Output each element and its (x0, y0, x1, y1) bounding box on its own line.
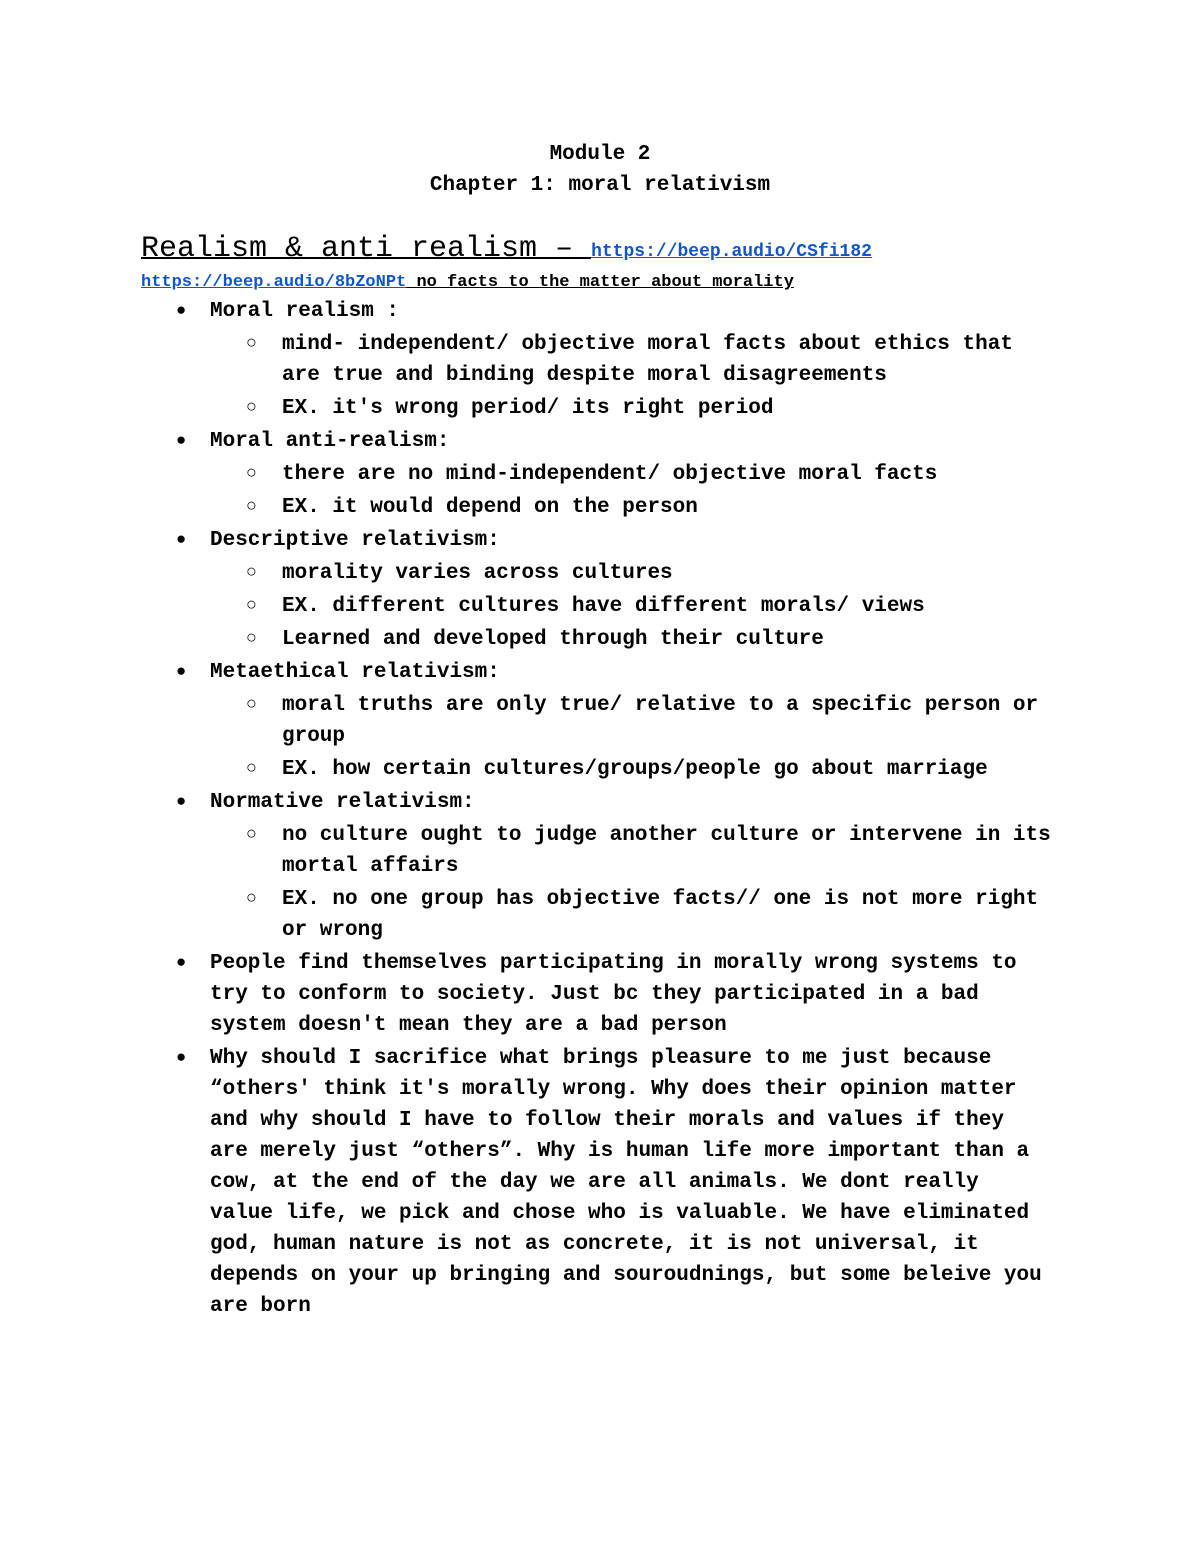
list-item (0, 787, 1200, 818)
hollow-circle-icon: ○ (246, 759, 257, 779)
sub-list-item-text: EX. different cultures have different morals/ views (282, 595, 925, 618)
list-item (0, 1043, 1200, 1322)
hollow-circle-icon: ○ (246, 464, 257, 484)
sub-list-item (0, 329, 1200, 391)
sub-list-item-text: Learned and developed through their culture (282, 628, 824, 651)
hollow-circle-icon: ○ (246, 695, 257, 715)
link-note: no facts to the matter about morality (406, 273, 794, 292)
bullet-dot-icon: ● (176, 954, 187, 973)
sub-list-item (0, 884, 1200, 946)
sub-list-item-text: moral truths are only true/ relative to a specific person or group (282, 694, 1039, 748)
sub-list-item-text: EX. it's wrong period/ its right period (282, 397, 774, 420)
hollow-circle-icon: ○ (246, 889, 257, 909)
bullet-dot-icon: ● (176, 1049, 187, 1068)
sub-list-item-text: EX. it would depend on the person (282, 496, 698, 519)
bullet-dot-icon: ● (176, 432, 187, 451)
sub-list-item (0, 624, 1200, 655)
sub-list-item-text: morality varies across cultures (282, 562, 673, 585)
bullet-dot-icon: ● (176, 531, 187, 550)
hollow-circle-icon: ○ (246, 596, 257, 616)
sub-list-item (0, 690, 1200, 752)
sub-list-item-text: EX. how certain cultures/groups/people go about marriage (282, 758, 988, 781)
sub-list-item (0, 393, 1200, 424)
notes-list (0, 296, 1200, 1324)
list-item (0, 426, 1200, 457)
section-heading (141, 232, 872, 266)
bullet-dot-icon: ● (176, 793, 187, 812)
sub-list-item (0, 591, 1200, 622)
sub-list-item (0, 459, 1200, 490)
list-item (0, 296, 1200, 327)
list-item (0, 657, 1200, 688)
bullet-dot-icon: ● (176, 663, 187, 682)
list-item-text: Metaethical relativism: (210, 661, 500, 684)
sub-list-item (0, 820, 1200, 882)
heading-audio-link[interactable]: https://beep.audio/CSfi182 (591, 242, 872, 262)
bullet-dot-icon: ● (176, 302, 187, 321)
module-title: Module 2 (549, 143, 651, 166)
hollow-circle-icon: ○ (246, 334, 257, 354)
list-item (0, 525, 1200, 556)
section-heading-text: Realism & anti realism – (141, 232, 592, 266)
list-item-text: Moral anti-realism: (210, 430, 450, 453)
audio-link-line (141, 271, 794, 295)
sub-list-item-text: no culture ought to judge another culture or intervene in its mortal affairs (282, 824, 1051, 878)
secondary-audio-link[interactable]: https://beep.audio/8bZoNPt (141, 273, 407, 292)
hollow-circle-icon: ○ (246, 825, 257, 845)
hollow-circle-icon: ○ (246, 563, 257, 583)
list-item (0, 948, 1200, 1041)
sub-list-item (0, 558, 1200, 589)
sub-list-item-text: mind- independent/ objective moral facts about ethics that are true and binding despite moral disagreements (282, 333, 1013, 387)
list-item-text: Why should I sacrifice what brings pleasure to me just because “others' think it's morally wrong. Why does their opinion matter and why should I have to follow their morals and values if they are merely just “others”. Why is human life more important than a cow, at the end of the day we are all animals. We dont really value life, we pick and chose who is valuable. We have eliminated god, human nature is not as concrete, it is not universal, it depends on your up bringing and souroudnings, but some beleive you are born (210, 1047, 1042, 1318)
hollow-circle-icon: ○ (246, 497, 257, 517)
chapter-title: Chapter 1: moral relativism (429, 174, 771, 197)
sub-list-item (0, 754, 1200, 785)
sub-list-item-text: EX. no one group has objective facts// one is not more right or wrong (282, 888, 1039, 942)
sub-list-item-text: there are no mind-independent/ objective moral facts (282, 463, 938, 486)
hollow-circle-icon: ○ (246, 398, 257, 418)
sub-list-item (0, 492, 1200, 523)
list-item-text: Descriptive relativism: (210, 529, 500, 552)
hollow-circle-icon: ○ (246, 629, 257, 649)
list-item-text: Moral realism : (210, 300, 400, 323)
list-item-text: People find themselves participating in morally wrong systems to try to conform to society. Just bc they participated in a bad system doesn't mean they are a bad person (210, 952, 1017, 1037)
list-item-text: Normative relativism: (210, 791, 475, 814)
